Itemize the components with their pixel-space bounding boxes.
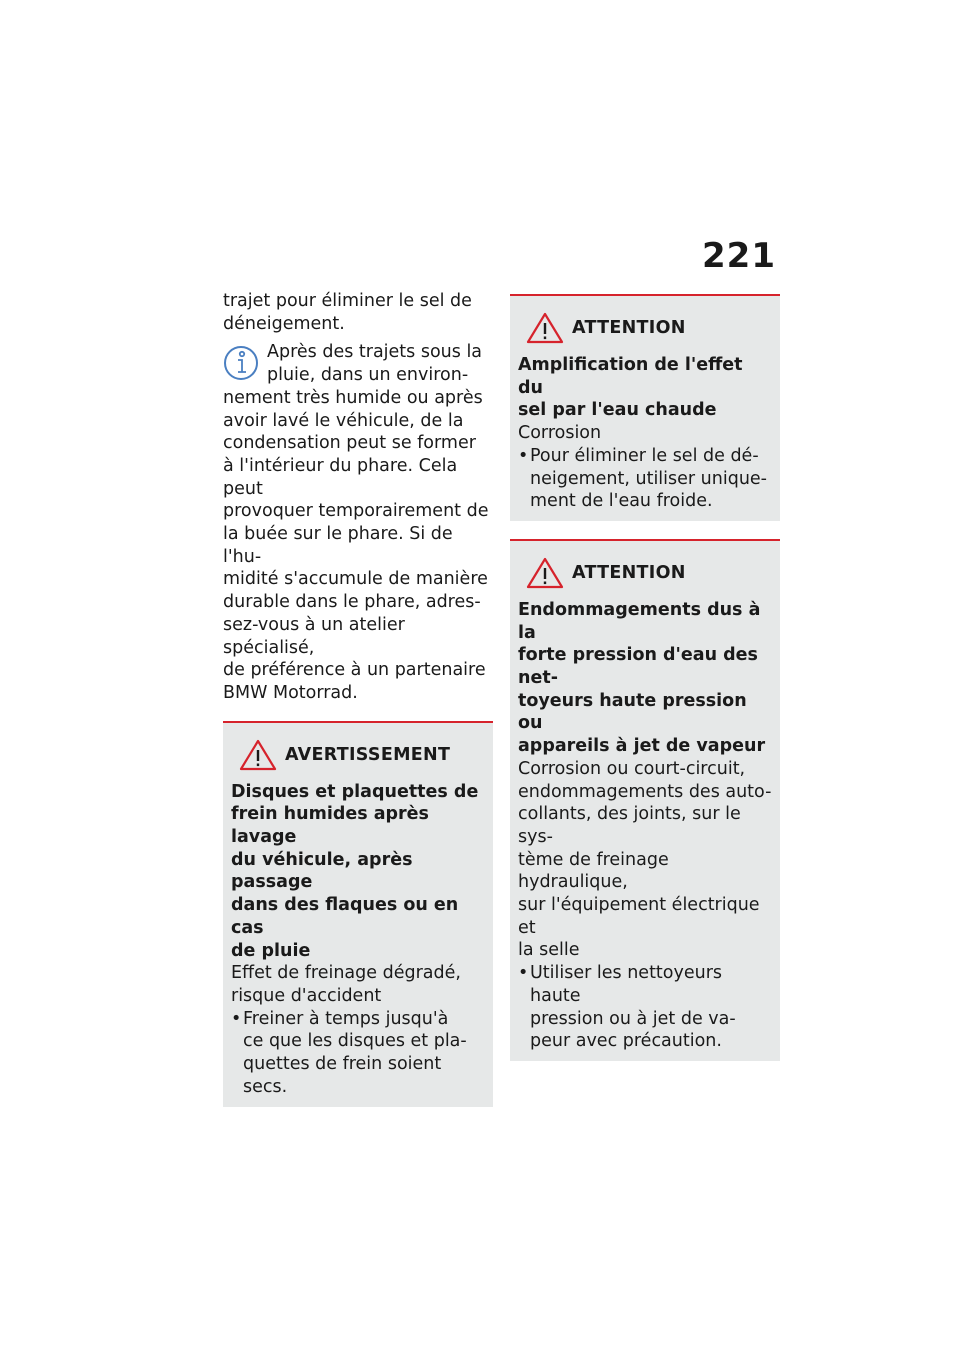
warning-box-avertissement xyxy=(223,721,493,1107)
attention-box-pressure-washer xyxy=(510,539,780,1061)
warning-action xyxy=(231,1008,485,1099)
info-note-text: nement très humide ou après avoir lavé le véhicule, de la condensation peut se former à l'intérieur du phare. Cela peut provoquer temporairement de la buée sur le phare. Si de l'hu- midité s'accumule de manière durable dans le phare, adres- sez-vous à un atelier spécialisé, de préférence à un partenaire BMW Motorrad. xyxy=(223,387,489,703)
warning-header xyxy=(231,737,485,773)
warning-triangle-icon xyxy=(526,312,564,344)
attention-title: ATTENTION xyxy=(572,318,686,338)
info-note-first-lines: Après des trajets sous la pluie, dans un environ- xyxy=(267,342,483,386)
attention-subject: Endommagements dus à la forte pression d'eau des net- toyeurs haute pression ou appareils à jet de vapeur xyxy=(518,599,766,757)
bullet-mark: • xyxy=(518,445,529,466)
attention-action xyxy=(518,445,772,513)
bullet-mark: • xyxy=(518,963,529,984)
attention-consequence: Corrosion ou court-circuit, endommagements des auto- collants, des joints, sur le sys- tème de freinage hydraulique, sur l'équipement électrique et la selle xyxy=(518,758,772,961)
attention-header xyxy=(518,310,772,346)
attention-title: ATTENTION xyxy=(572,562,686,583)
right-column xyxy=(510,294,780,1061)
attention-action xyxy=(518,962,772,1053)
attention-box-salt xyxy=(510,294,780,521)
attention-action-text: Pour éliminer le sel de dé- neigement, utiliser unique- ment de l'eau froide. xyxy=(530,445,767,512)
attention-action-text: Utiliser les nettoyeurs haute pression ou à jet de va- peur avec précaution. xyxy=(530,963,736,1052)
attention-subject: Amplification de l'effet du sel par l'eau chaude xyxy=(518,355,743,421)
warning-subject: Disques et plaquettes de frein humides après lavage du véhicule, après passage dans des flaques ou en cas de pluie xyxy=(231,781,479,961)
warning-action-text: Freiner à temps jusqu'à ce que les disques et pla- quettes de frein soient secs. xyxy=(243,1008,467,1097)
page-number: 221 xyxy=(702,236,776,276)
info-note xyxy=(223,341,493,704)
intro-paragraph: trajet pour éliminer le sel de déneigement. xyxy=(223,291,472,334)
warning-triangle-icon xyxy=(239,739,277,771)
info-icon xyxy=(223,345,259,381)
warning-triangle-icon xyxy=(526,557,564,589)
warning-title: AVERTISSEMENT xyxy=(285,744,451,765)
attention-consequence: Corrosion xyxy=(518,423,602,444)
left-column xyxy=(223,290,493,1107)
bullet-mark: • xyxy=(231,1008,242,1029)
warning-consequence: Effet de freinage dégradé, risque d'accident xyxy=(231,963,461,1006)
attention-header xyxy=(518,555,772,591)
